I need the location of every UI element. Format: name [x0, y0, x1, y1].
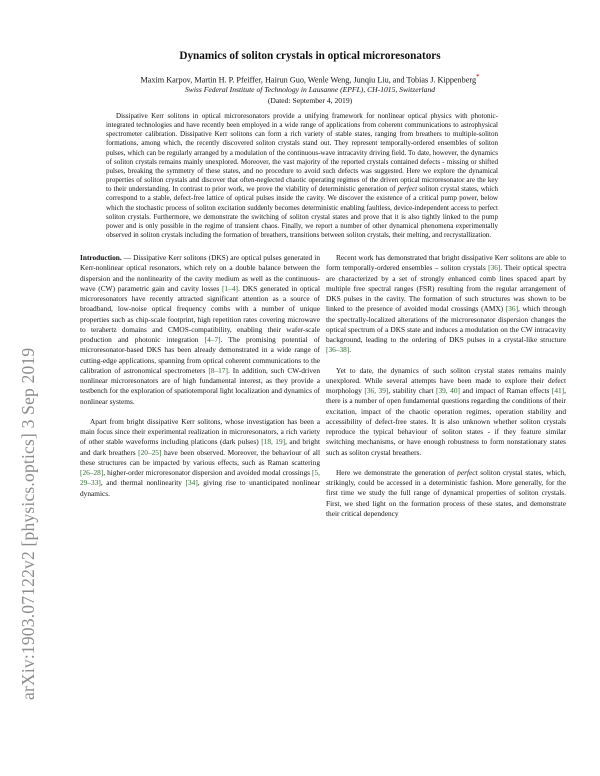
- author-list: [60, 74, 560, 85]
- abstract-text-2: soliton crystal states, which correspond to a stable, defect-free lattice of optical pulses inside the cavity. We discover the existence of a critical pump power, below which the stochastic process of soliton excitation suddenly becomes deterministic enabling faultless, device-independent access to perfect soliton crystals. Furthermore, we demonstrate the switching of soliton crystal states and prove that it is also tightly linked to the pump power and is only possible in the regime of transient chaos. Finally, we report a number of other dynamical phenomena experimentally observed in soliton crystals including the formation of breathers, transitions between soliton crystals, their melting, and recrystallization.: [106, 185, 498, 240]
- abstract-emphasis: perfect: [397, 185, 418, 194]
- citation-link[interactable]: [34]: [185, 478, 198, 488]
- section-heading-introduction: Introduction.: [80, 253, 122, 262]
- intro-text-2: . DKS generated in optical microresonators have recently attracted significant attention as a source of broadband, low-noise optical frequency combs with a number of unique properties such as chip-scale footprint, high repetition rates covering microwave to terahertz domains and CMOS-compatibility, enabling their wafer-scale production and photonic integration: [80, 283, 320, 344]
- body-paragraph-3: [326, 253, 566, 356]
- left-column: [80, 253, 320, 509]
- citation-link[interactable]: [8–17]: [208, 365, 228, 375]
- p4-text-1: Yet to date, the dynamics of such soliton crystal states remains mainly unexplored. While several attempts have been made to explore their defect morphology: [326, 365, 566, 395]
- p2-text-4: , higher-order microresonator dispersion and avoided modal crossings: [103, 468, 313, 477]
- paper-title: Dynamics of soliton crystals in optical microresonators: [179, 50, 441, 62]
- citation-link[interactable]: [20–25]: [138, 447, 162, 457]
- citation-link[interactable]: [36]: [505, 304, 519, 314]
- affiliation: Swiss Federal Institute of Technology in Lausanne (EPFL), CH-1015, Switzerland: [184, 85, 436, 94]
- p4-text-4: , there is a number of open fundamental questions regarding the conditions of their excitation, impact of the chaotic operation regimes, operation stability and accessibility of defect-free states. It is also unknown whether soliton crystals reproduce the typical behaviour of soliton states - if they feature similar switching mechanisms, or have enough robustness to form nonstationary states such as soliton crystal breathers.: [326, 386, 566, 457]
- body-paragraph-4: [326, 366, 566, 458]
- p2-text-6: , giving rise to unanticipated nonlinear dynamics.: [80, 478, 320, 498]
- citation-link[interactable]: [36]: [488, 263, 501, 273]
- p4-text-3: and impact of Raman effects: [459, 386, 552, 395]
- right-column: [326, 253, 566, 529]
- citation-link[interactable]: [36–38]: [326, 345, 350, 355]
- p2-text-1: Apart from bright dissipative Kerr solitons, whose investigation has been a main focus since their experimental realization in microresonators, a rich variety of other stable waveforms including platicons (dark pulses): [80, 416, 320, 447]
- abstract: [106, 112, 498, 240]
- p2-text-3: have been observed. Moreover, the behaviour of all these structures can be impacted by various effects, such as Raman scattering: [80, 447, 320, 467]
- arxiv-identifier-stamp[interactable]: arXiv:1903.07122v2 [physics.optics] 3 Sep 2019: [18, 347, 38, 700]
- p4-text-2: , stability chart: [388, 386, 437, 395]
- corresponding-author-mark[interactable]: *: [476, 74, 480, 81]
- p3-text-2: . Their optical spectra are characterized by a set of strongly enhanced comb lines spaced apart by multiple free spectral ranges (FSR) resulting from the regular arrangement of DKS pulses in the cavity. The formation of such structures was shown to be linked to the presence of avoided modal crossings (AMX): [326, 263, 566, 314]
- citation-link[interactable]: [4–7]: [204, 335, 221, 344]
- p3-text-1: Recent work has demonstrated that bright dissipative Kerr solitons are able to form temporally-ordered ensembles – soliton crystals: [326, 253, 566, 273]
- p2-text-5: , and thermal nonlinearity: [100, 478, 186, 488]
- citation-link[interactable]: [1–4]: [222, 283, 238, 293]
- citation-link[interactable]: [39, 40]: [436, 386, 460, 395]
- p3-text-3: , which through the spectrally-localized alterations of the microresonator dispersion changes the optical spectrum of a DKS state and induces a modulation on the CW intracavity background, leading to the ordering of DKS pulses in a crystal-like structure: [326, 304, 566, 344]
- intro-text-4: . In addition, such CW-driven nonlinear microresonators are of high fundamental interest, as they provide a testbench for the exploration of spatiotemporal light localization and dynamics of nonlinear systems.: [80, 365, 320, 406]
- citation-link[interactable]: [5, 29–33]: [80, 468, 320, 488]
- intro-paragraph: [80, 253, 320, 407]
- p5-text-2: soliton crystal states, which, strikingly, could be accessed in a deterministic fashion. More generally, for the first time we study the full range of dynamical properties of soliton crystals. First, we shed light on the formation process of these states, and demonstrate their critical dependency: [326, 467, 566, 518]
- citation-link[interactable]: [26–28]: [80, 468, 104, 477]
- authors-text: Maxim Karpov, Martin H. P. Pfeiffer, Hairun Guo, Wenle Weng, Junqiu Liu, and Tobias J. Kippenberg: [140, 75, 477, 85]
- p5-emphasis: perfect: [457, 467, 478, 477]
- body-paragraph-5: [326, 468, 566, 519]
- intro-text-3: . The promising potential of microresonator-based DKS has been already demonstrated in a wide range of cutting-edge applications, spanning from optical coherent communications to the calibration of astronomical spectrometers: [80, 335, 321, 375]
- p2-text-2: , and bright and dark breathers: [80, 437, 320, 457]
- p3-text-4: .: [349, 345, 352, 355]
- intro-text-1: — Dissipative Kerr solitons (DKS) are optical pulses generated in Kerr-nonlinear optical resonators, which rely on a double balance between the dispersion and the nonlinearity of the cavity medium as well as the continuous-wave (CW) parametric gain and cavity losses: [80, 253, 320, 293]
- citation-link[interactable]: [41]: [551, 386, 565, 395]
- date-line: (Dated: September 4, 2019): [267, 96, 353, 105]
- citation-link[interactable]: [18, 19]: [261, 437, 286, 447]
- p5-text-1: Here we demonstrate the generation of: [336, 467, 458, 477]
- abstract-text-1: Dissipative Kerr solitons in optical microresonators provide a unifying framework for nonlinear optical physics with photonic-integrated technologies and have recently been employed in a wide range of applications from coherent communications to astrophysical spectrometer calibration. Dissipative Kerr solitons can form a rich variety of stable states, ranging from breathers to multiple-soliton formations, among which, the recently discovered soliton crystals stand out. They represent temporally-ordered ensembles of soliton pulses, which can be regularly arranged by a modulation of the continuous-wave intracavity driving field. To date, however, the dynamics of soliton crystals remains mainly unexplored. Moreover, the vast majority of the reported crystals contained defects - missing or shifted pulses, breaking the symmetry of these states, and no procedure to avoid such defects was suggested. Here we explore the dynamical properties of soliton crystals and discover that often-neglected chaotic operating regimes of the driven optical microresonator are the key to their understanding. In contrast to prior work, we prove the viability of deterministic generation of: [106, 112, 498, 194]
- citation-link[interactable]: [36, 39]: [364, 386, 389, 395]
- body-paragraph-2: [80, 417, 320, 499]
